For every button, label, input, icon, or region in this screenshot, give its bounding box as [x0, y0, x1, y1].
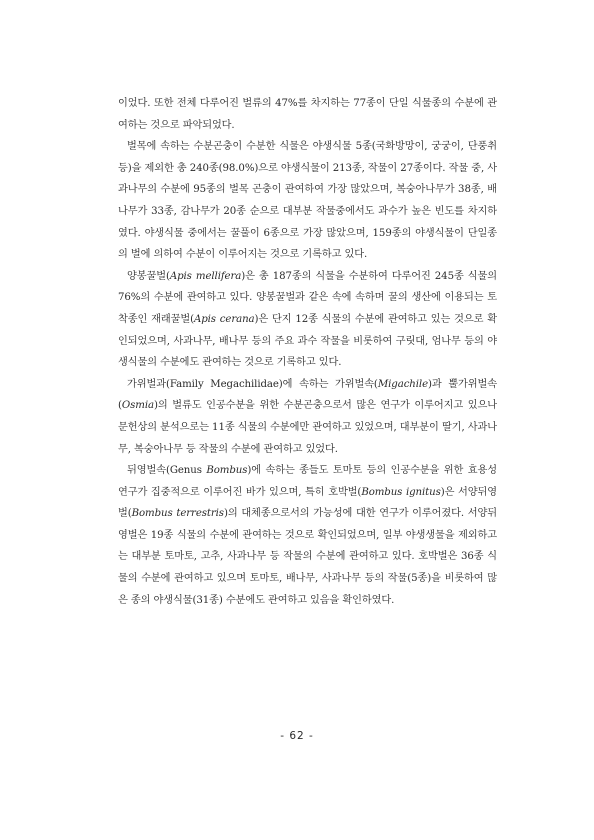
paragraph-5: [118, 460, 497, 611]
scientific-name: Bombus ignitus: [361, 486, 441, 498]
paragraph-text: 양봉꿀벌(: [127, 270, 170, 282]
paragraph-text: 벌목에 속하는 수분곤충이 수분한 식물은 야생식물 5종(국화방망이, 궁궁이, 단풍취 등)을 제외한 총 240종(98.0%)으로 야생식물이 213종, 작물이 27종이다. 작물 중, 사과나무의 수분에 95종의 벌목 곤충이 관여하여 가장 많았으며, 복숭아나무가 38종, 배나무가 33종, 감나무가 20종 순으로 대부분 작물중에서도 과수가 높은 빈도를 차지하였다. 야생식물 중에서는 꿀풀이 6종으로 가장 많았으며, 159종의 야생식물이 단일종의 벌에 의하여 수분이 이루어지는 것으로 기록하고 있다.: [118, 141, 497, 261]
paragraph-text: )은 총 187종의 식물을 수분하여 다루어진 245종 식물의 76%의 수분에 관여하고 있다. 양봉꿀벌과 같은 속에 속하며 꿀의 생산에 이용되는 토착종인 재래꿀벌(: [118, 270, 497, 325]
scientific-name: Bombus terrestris: [131, 508, 224, 520]
paragraph-text: 가위벌과(Family Megachilidae)에 속하는 가위벌속(: [127, 378, 378, 390]
paragraph-text: 뒤영벌속(Genus: [127, 465, 207, 477]
paragraph-3: [118, 266, 497, 374]
page-number: - 62 -: [280, 730, 314, 742]
paragraph-text: )의 벌류도 인공수분을 위한 수분곤충으로서 많은 연구가 이루어지고 있으나 문헌상의 분석으로는 11종 식물의 수분에만 관여하고 있었으며, 대부분이 딸기, 사과나무, 복숭아나무 등 작물의 수분에 관여하고 있었다.: [118, 400, 497, 455]
paragraph-4: [118, 374, 497, 460]
scientific-name: Bombus: [206, 465, 248, 477]
paragraph-1: [118, 93, 497, 136]
paragraph-text: )은 단지 12종 식물의 수분에 관여하고 있는 것으로 확인되었으며, 사과나무, 배나무 등의 주요 과수 작물을 비롯하여 구릿대, 엄나무 등의 야생식물의 수분에도 관여하는 것으로 기록하고 있다.: [118, 313, 497, 369]
scientific-name: Osmia: [121, 400, 154, 412]
paragraph-text: )의 대체종으로서의 가능성에 대한 연구가 이루어졌다. 서양뒤영벌은 19종 식물의 수분에 관여하는 것으로 확인되었으며, 일부 야생생물을 제외하고는 대부분 토마토, 고추, 사과나무 등 작물의 수분에 관여하고 있다. 호박벌은 36종 식물의 수분에 관여하고 있으며 토마토, 배나무, 사과나무 등의 작물(5종)을 비롯하여 많은 종의 야생식물(31종) 수분에도 관여하고 있음을 확인하였다.: [118, 508, 498, 606]
paragraph-text: 이었다. 또한 전체 다루어진 벌류의 47%를 차지하는 77종이 단일 식물종의 수분에 관여하는 것으로 파악되었다.: [118, 98, 497, 131]
scientific-name: Migachile: [377, 378, 429, 390]
scientific-name: Apis mellifera: [169, 270, 242, 282]
scientific-name: Apis cerana: [193, 313, 255, 325]
paragraph-text: )은 서양뒤영벌(: [118, 486, 497, 520]
paragraph-text: )과 뿔가위벌속(: [118, 378, 497, 412]
paragraph-text: )에 속하는 종들도 토마토 등의 인공수분을 위한 효용성 연구가 집중적으로 이루어진 바가 있으며, 특히 호박벌(: [118, 465, 497, 498]
page-body: [118, 93, 497, 611]
paragraph-2: [118, 136, 497, 266]
